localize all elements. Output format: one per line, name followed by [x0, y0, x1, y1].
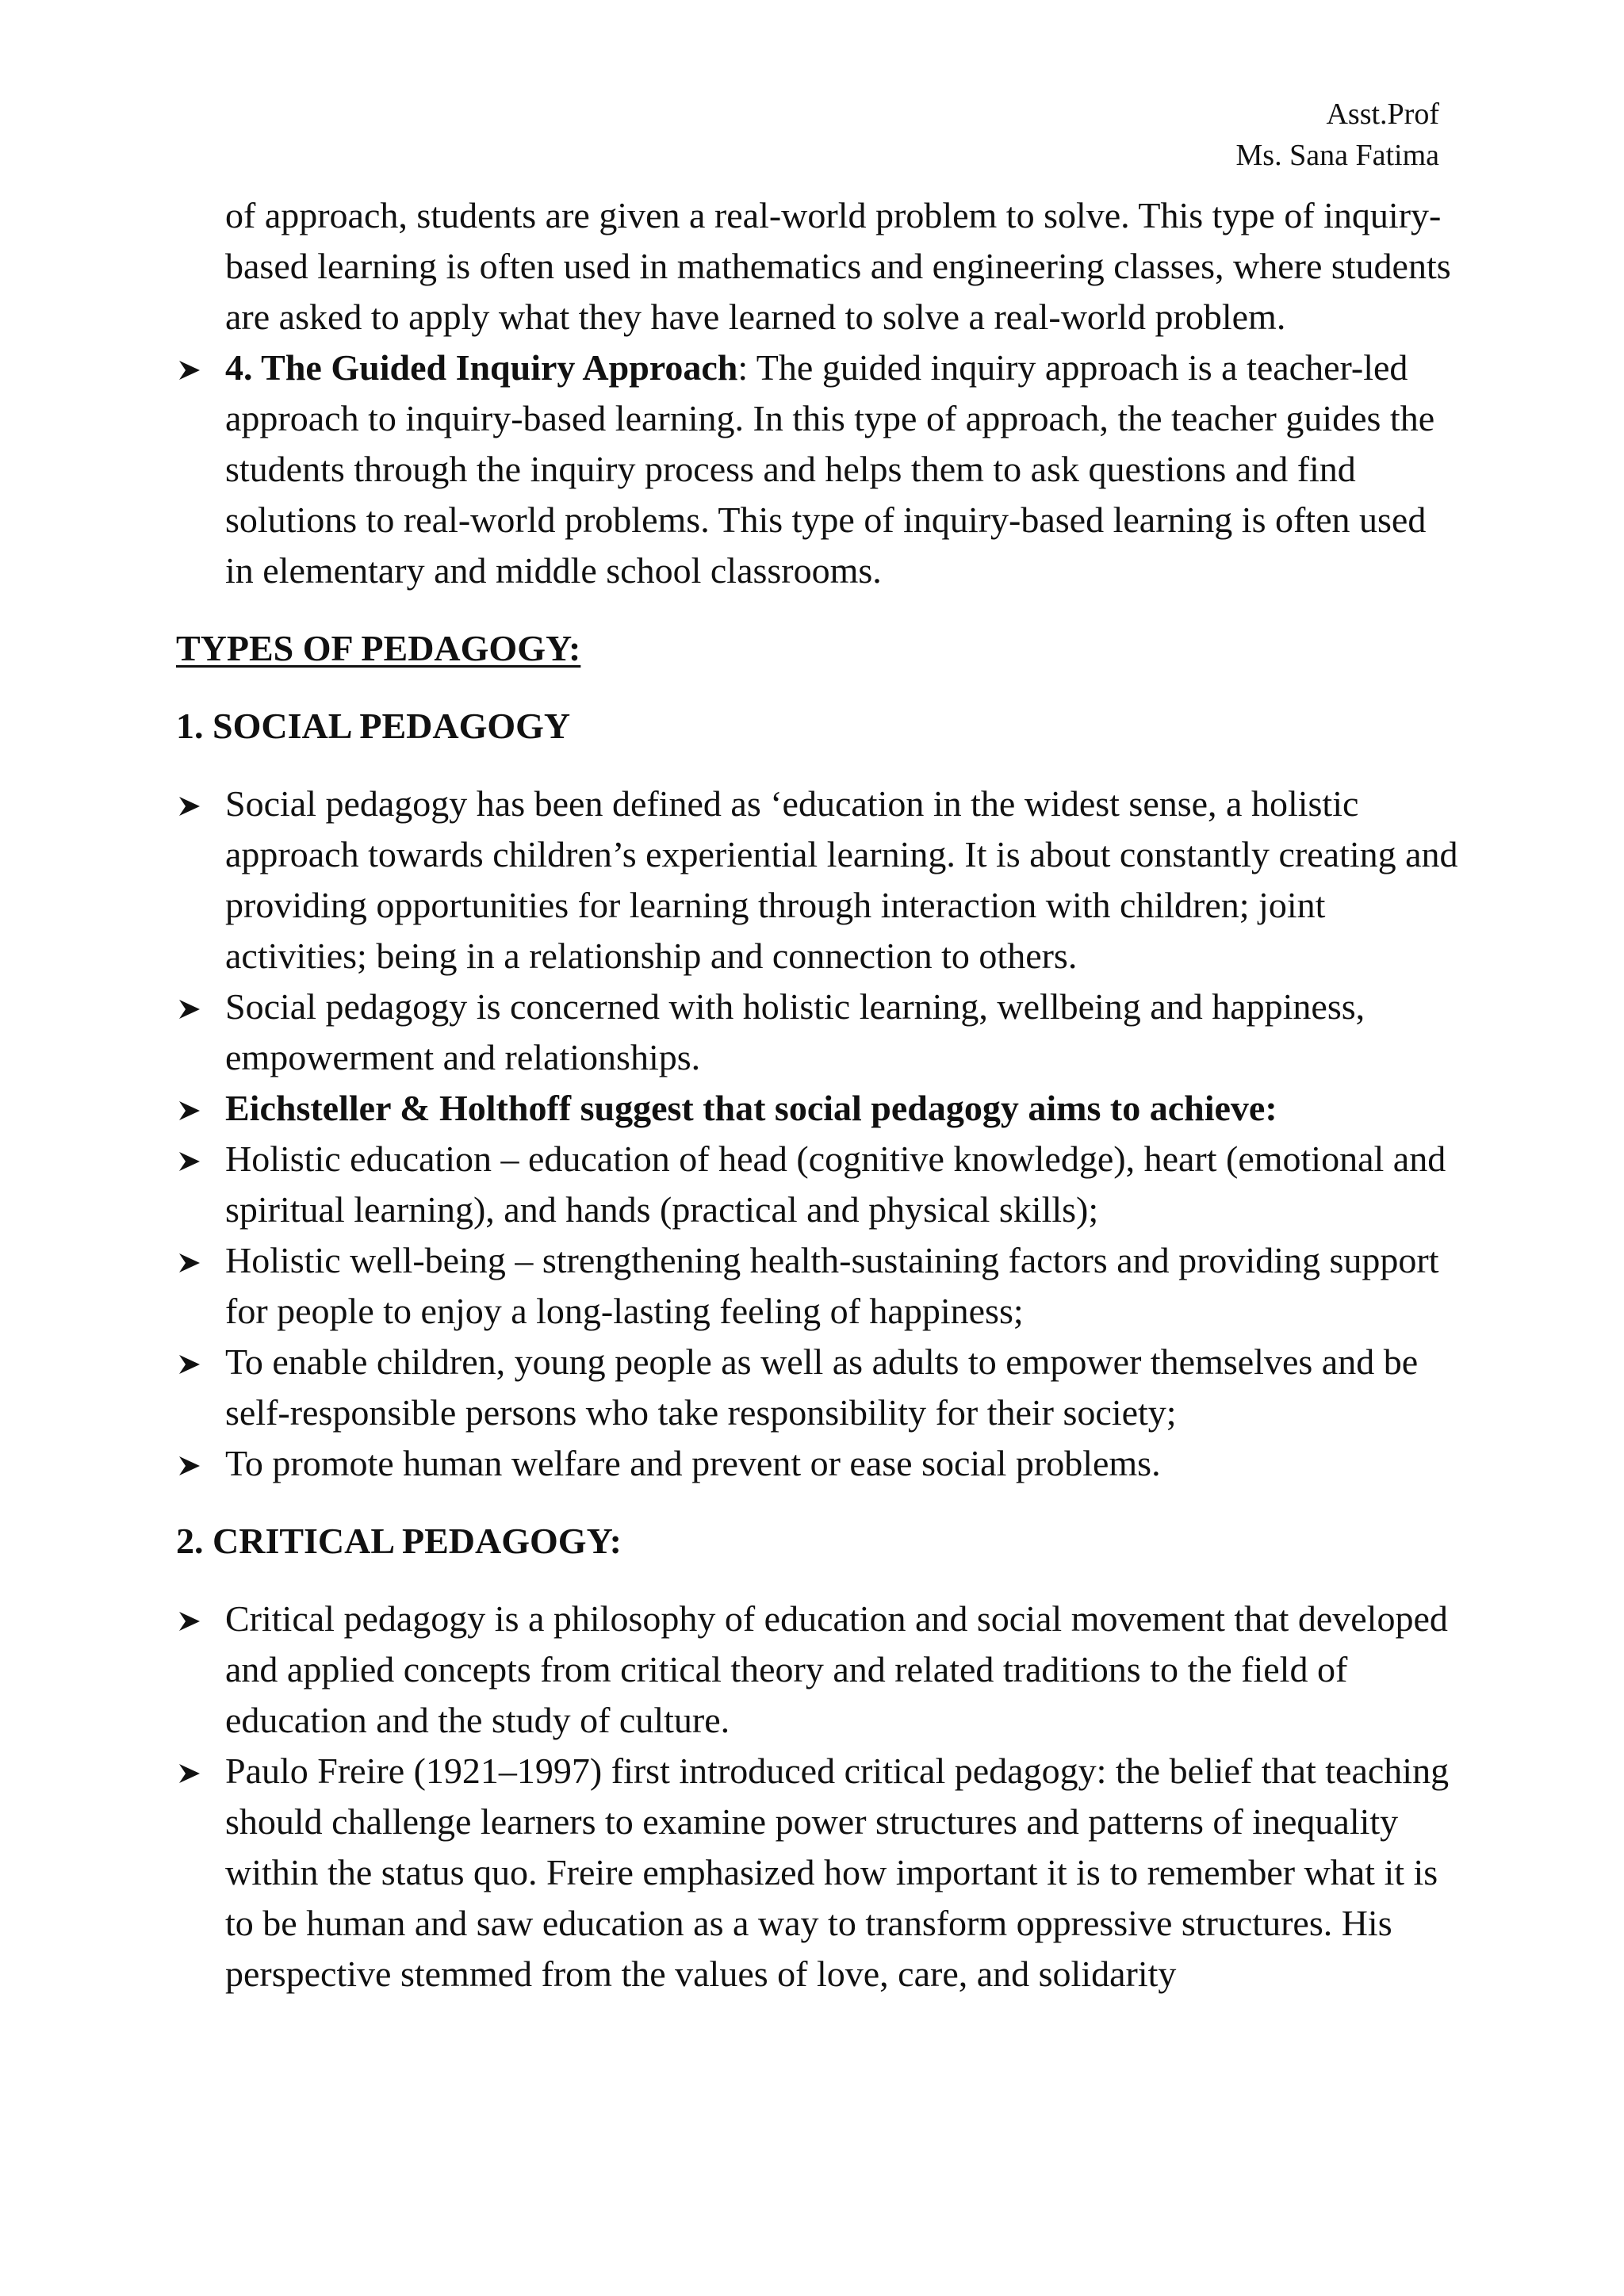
page-header [1236, 94, 1439, 176]
list-item [176, 1746, 1461, 1999]
critical-pedagogy-list [176, 1594, 1461, 1999]
arrow-bullet-icon [176, 1083, 208, 1134]
guided-inquiry-text: : The guided inquiry approach is a teacher-led approach to inquiry-based learning. In this type of approach, the teacher guides the students through the inquiry process and helps them to ask questions and find solutions to real-world problems. This type of inquiry-based learning is often used in elementary and middle school classrooms. [225, 347, 1435, 591]
list-item-text: Social pedagogy has been defined as ‘education in the widest sense, a holistic approach towards children’s experiential learning. It is about constantly creating and providing opportunities for learning through interaction with children; joint activities; being in a relationship and connection to others. [225, 783, 1458, 976]
list-item-text: Paulo Freire (1921–1997) first introduced critical pedagogy: the belief that teaching should challenge learners to examine power structures and patterns of inequality within the status quo. Freire emphasized how important it is to remember what it is to be human and saw education as a way to transform oppressive structures. His perspective stemmed from the values of love, care, and solidarity [225, 1751, 1450, 1994]
author-name: Ms. Sana Fatima [1235, 139, 1439, 172]
author-title: Asst.Prof [1326, 98, 1439, 131]
types-of-pedagogy-heading: TYPES OF PEDAGOGY: [176, 628, 581, 668]
arrow-bullet-icon [176, 779, 208, 829]
arrow-bullet-icon [176, 342, 208, 393]
social-pedagogy-heading: 1. SOCIAL PEDAGOGY [176, 706, 571, 746]
list-item-text: Holistic education – education of head (cognitive knowledge), heart (emotional and spiritual learning), and hands (practical and physical skills); [225, 1138, 1446, 1230]
list-item-text: Critical pedagogy is a philosophy of education and social movement that developed and applied concepts from critical theory and related traditions to the field of education and the study of culture. [225, 1598, 1448, 1740]
arrow-bullet-icon [176, 1438, 208, 1489]
list-item-text: Social pedagogy is concerned with holistic learning, wellbeing and happiness, empowerment and relationships. [225, 986, 1365, 1077]
list-item [176, 982, 1461, 1083]
list-item [176, 1235, 1461, 1337]
list-item [176, 1083, 1461, 1134]
list-item [176, 1337, 1461, 1438]
arrow-bullet-icon [176, 1594, 208, 1644]
arrow-bullet-icon [176, 1746, 208, 1797]
guided-inquiry-title: 4. The Guided Inquiry Approach [225, 347, 738, 388]
list-item-text: Holistic well-being – strengthening health-sustaining factors and providing support for people to enjoy a long-lasting feeling of happiness; [225, 1240, 1439, 1331]
document-body [176, 190, 1461, 1999]
list-item [176, 1594, 1461, 1746]
critical-pedagogy-heading: 2. CRITICAL PEDAGOGY: [176, 1521, 622, 1561]
list-item-text: To promote human welfare and prevent or ease social problems. [225, 1443, 1161, 1483]
social-pedagogy-list [176, 779, 1461, 1489]
list-item [176, 1134, 1461, 1235]
arrow-bullet-icon [176, 1235, 208, 1286]
arrow-bullet-icon [176, 1337, 208, 1387]
list-item [176, 1438, 1461, 1489]
list-item-text: Eichsteller & Holthoff suggest that social pedagogy aims to achieve: [225, 1088, 1277, 1128]
list-item-text: To enable children, young people as well as adults to empower themselves and be self-responsible persons who take responsibility for their society; [225, 1341, 1419, 1433]
arrow-bullet-icon [176, 1134, 208, 1184]
continuation-paragraph: of approach, students are given a real-world problem to solve. This type of inquiry-based learning is often used in mathematics and engineering classes, where students are asked to apply what they have learned to solve a real-world problem. [225, 195, 1451, 337]
list-item [176, 779, 1461, 982]
arrow-bullet-icon [176, 982, 208, 1032]
guided-inquiry-bullet [176, 342, 1461, 596]
